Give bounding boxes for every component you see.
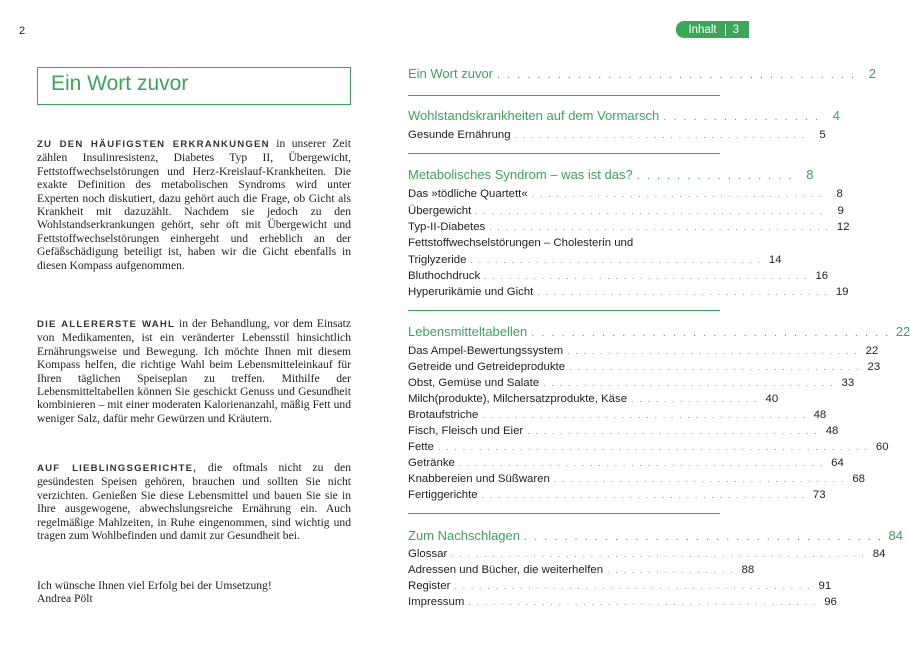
toc-entry-label: Triglyzeride (408, 254, 467, 266)
toc-page-number: 64 (831, 457, 844, 469)
section-tab (676, 21, 749, 38)
foreword-title: Ein Wort zuvor (37, 67, 351, 105)
section-divider (408, 95, 720, 96)
paragraph-text: die oftmals nicht zu den gesündesten Speisen gehören, brauchen und sollten Sie nicht verzichten. Genießen Sie diese Lebensmittel und bauen Sie sie in Ihre ausgewogene, abwechslungsreiche Ernährung ein. Auch regelmäßige Mahlzeiten, in Ruhe eingenommen, sind wichtig und tragen zum Wohlbefinden und damit zur Gesundheit bei. (37, 461, 352, 543)
toc-entry[interactable] (408, 580, 832, 592)
toc-entry-label: Typ-II-Diabetes (408, 221, 486, 233)
toc-page-number: 68 (852, 473, 865, 485)
toc-heading-label: Zum Nachschlagen (408, 528, 520, 543)
section-divider (408, 153, 720, 154)
toc-entry-label: Obst, Gemüse und Salate (408, 377, 540, 389)
foreword-column (37, 67, 352, 606)
paragraph-lead: ZU DEN HÄUFIGSTEN ERKRANKUNGEN (37, 139, 270, 150)
toc-page-number: 14 (768, 254, 782, 266)
toc-entry[interactable] (408, 441, 889, 453)
leader-dots: . . . . . . . . . . . . . . . . . . . . . . . . . . . . . . . . . . . . . . . . . . . (475, 206, 824, 216)
toc-entry-label: Gesunde Ernährung (408, 129, 511, 141)
leader-dots: . . . . . . . . . . . . . . . . . . . . . . . . . . . . . . . . . . . . (553, 474, 845, 484)
toc-section-heading[interactable] (408, 324, 910, 339)
toc-heading-label: Ein Wort zuvor (408, 66, 494, 81)
toc-entry[interactable] (408, 377, 855, 389)
toc-page-number: 84 (888, 528, 903, 543)
toc-entry-label: Das Ampel-Bewertungssystem (408, 345, 564, 357)
toc-entry-label: Getränke (408, 457, 455, 469)
toc-heading-label: Metabolisches Syndrom – was ist das? (408, 167, 633, 182)
toc-entry[interactable] (408, 393, 779, 405)
toc-page-number: 2 (868, 66, 877, 81)
toc-page-number: 48 (813, 409, 827, 421)
toc-entry-label: Brotaufstriche (408, 409, 479, 421)
toc-page-number: 84 (872, 548, 886, 560)
toc-entry-label: Bluthochdruck (408, 270, 481, 282)
page-number-right: 3 (732, 23, 739, 36)
leader-dots: . . . . . . . . . . . . . . . . . . . . . . . . . . . . . . . . . . . . (514, 130, 806, 140)
toc-section-heading[interactable] (408, 108, 840, 123)
foreword-closing (37, 579, 351, 606)
toc-heading-label: Lebensmitteltabellen (408, 324, 528, 339)
toc-entry-label: Fertiggerichte (408, 489, 478, 501)
leader-dots: . . . . . . . . . . . . . . . . . . . . . . . . . . . . . . . . . . . . (531, 189, 823, 199)
leader-dots: . . . . . . . . . . . . . . . . . . . . . . . . . . . . . . . . . . . . . . . . (484, 271, 809, 281)
toc-entry-label: Knabbereien und Süßwaren (408, 473, 550, 485)
toc-page-number: 12 (836, 221, 850, 233)
section-divider (408, 513, 720, 514)
toc-page-number: 4 (832, 108, 840, 123)
toc-entry-label: Adressen und Bücher, die weiterhelfen (408, 564, 604, 576)
toc-entry[interactable] (408, 409, 827, 421)
toc-entry[interactable] (408, 345, 879, 357)
toc-section-heading[interactable] (408, 528, 903, 543)
foreword-paragraph-3 (37, 461, 351, 542)
toc-entry[interactable] (408, 473, 865, 485)
toc-entry[interactable] (408, 221, 850, 233)
toc-entry[interactable] (408, 286, 849, 298)
toc-entry[interactable] (408, 489, 826, 501)
closing-wish: Ich wünsche Ihnen viel Erfolg bei der Umsetzung! (37, 579, 272, 592)
toc-entry-label: Getreide und Getreideprodukte (408, 361, 566, 373)
toc-page-number: 19 (835, 286, 849, 298)
toc-page-number: 88 (741, 564, 755, 576)
leader-dots: . . . . . . . . . . . . . . . . . . . . . . . . . . . . . . . . . . . . (537, 287, 829, 297)
leader-dots: . . . . . . . . . . . . . . . . (607, 565, 735, 575)
toc-entry[interactable] (408, 596, 837, 608)
leader-dots: . . . . . . . . . . . . . . . . (663, 111, 820, 123)
paragraph-lead: AUF LIEBLINGSGERICHTE, (37, 463, 198, 474)
toc-page-number: 33 (841, 377, 855, 389)
toc-page-number: 8 (806, 167, 814, 182)
leader-dots: . . . . . . . . . . . . . . . . . . . . . . . . . . . . . . . . . . . . (543, 378, 835, 388)
toc-entry-label: Übergewicht (408, 205, 472, 217)
toc-page-number: 8 (836, 188, 843, 200)
tab-divider (725, 24, 726, 36)
leader-dots: . . . . . . . . . . . . . . . . . . . . . . . . . . . . . . . . . . . . (470, 255, 762, 265)
leader-dots: . . . . . . . . . . . . . . . . . . . . . . . . . . . . . . . . . . . . . . . . . . (489, 222, 830, 232)
toc-entry-label: Fette (408, 441, 434, 453)
toc-section-heading[interactable] (408, 167, 814, 182)
leader-dots: . . . . . . . . . . . . . . . . (631, 394, 759, 404)
toc-page-number: 73 (812, 489, 826, 501)
toc-entry[interactable] (408, 129, 826, 141)
leader-dots: . . . . . . . . . . . . . . . . . . . . . . . . . . . . . . . . . . . . (524, 531, 883, 543)
toc-entry-label: Register (408, 580, 451, 592)
leader-dots: . . . . . . . . . . . . . . . . . . . . . . . . . . . . . . . . . . . . . . . . (482, 410, 807, 420)
leader-dots: . . . . . . . . . . . . . . . . . . . . . . . . . . . . . . . . . . . . (531, 327, 891, 339)
leader-dots: . . . . . . . . . . . . . . . . . . . . . . . . . . . . . . . . . . . . (527, 426, 819, 436)
author-name: Andrea Pölt (37, 592, 93, 606)
toc-page-number: 23 (867, 361, 881, 373)
leader-dots: . . . . . . . . . . . . . . . . . . . . . . . . . . . . . . . . . . . . (567, 346, 859, 356)
toc-entry-label[interactable]: Fettstoffwechselstörungen – Cholesterin und (408, 237, 634, 249)
toc-page-number: 60 (875, 441, 889, 453)
leader-dots: . . . . . . . . . . . . . . . . . . . . . . . . . . . . . . . . . . . . . . . . (481, 490, 806, 500)
toc-section-heading[interactable] (408, 66, 877, 81)
toc-entry[interactable] (408, 205, 844, 217)
toc-page-number: 22 (895, 324, 910, 339)
toc-entry[interactable] (408, 188, 843, 200)
toc-page-number: 9 (837, 205, 844, 217)
toc-entry-label: Das »tödliche Quartett« (408, 188, 528, 200)
toc-entry-label: Glossar (408, 548, 448, 560)
toc-heading-label: Wohlstandskrankheiten auf dem Vormarsch (408, 108, 660, 123)
toc-entry[interactable] (408, 270, 829, 282)
toc-page-number: 40 (765, 393, 779, 405)
leader-dots: . . . . . . . . . . . . . . . . . . . . . . . . . . . . . . . . . . . . . . . . . . . . . . . . . . . . . (437, 442, 869, 452)
toc-page-number: 22 (865, 345, 879, 357)
paragraph-text: in unserer Zeit zählen Insulinresistenz, Diabetes Typ II, Übergewicht, Fettstoffwechselstörungen und Herz-Kreislauf-Krankheiten. Die exakte Definition des metabolischen Syndroms wird unter Experten noch diskutiert, dazu gehört auch die Frage, ob Gicht als Krankheit mit dazuzählt. Nachdem sie jedoch zu den Wohlstandserkrankungen gehört, sehr oft mit Übergewicht und Fettstoffwechselstörungen einhergeht und erheblich an der Gefäßschädigung beteiligt ist, haben wir die Gicht ebenfalls in diesen Kompass aufgenommen. (37, 137, 351, 272)
toc-page-number: 16 (815, 270, 829, 282)
paragraph-lead: DIE ALLERERSTE WAHL (37, 319, 176, 330)
toc-page-number: 5 (819, 129, 826, 141)
leader-dots: . . . . . . . . . . . . . . . . . . . . . . . . . . . . . . . . . . . . (497, 69, 857, 81)
toc-entry[interactable] (408, 548, 886, 560)
page-number-left: 2 (19, 25, 26, 37)
section-divider (408, 310, 720, 311)
leader-dots: . . . . . . . . . . . . . . . . (636, 170, 794, 182)
foreword-paragraph-1 (37, 137, 351, 272)
section-tab-label: Inhalt (688, 23, 717, 36)
toc-page-number: 96 (824, 596, 837, 608)
leader-dots: . . . . . . . . . . . . . . . . . . . . . . . . . . . . . . . . . . . . . . . . . . . . (454, 581, 812, 591)
paragraph-text: in der Behandlung, vor dem Einsatz von Medikamenten, ist ein veränderter Lebensstil hinsichtlich Ernährungsweise und Bewegung. Ich möchte Ihnen mit diesem Kompass helfen, die richtige Wahl beim Lebensmitteleinkauf für Ihren täglichen Speiseplan zu treffen. Mithilfe der Lebensmitteltabellen können Sie geschickt Genuss und Gesundheit kombinieren – mit einer moderaten Kalorienanzahl, mäßig Fett und weniger Salz, dafür mehr Gewürzen und Kräutern. (37, 317, 351, 425)
toc-entry[interactable] (408, 457, 844, 469)
leader-dots: . . . . . . . . . . . . . . . . . . . . . . . . . . . . . . . . . . . . (569, 362, 861, 372)
toc-entry-label: Fisch, Fleisch und Eier (408, 425, 524, 437)
toc-entry[interactable] (408, 254, 782, 266)
toc-page-number: 91 (818, 580, 832, 592)
toc-entry-label: Impressum (408, 596, 465, 608)
toc-entry[interactable] (408, 564, 755, 576)
foreword-paragraph-2 (37, 317, 351, 425)
toc-entry[interactable] (408, 425, 839, 437)
toc-entry-label: Hyperurikämie und Gicht (408, 286, 534, 298)
toc-entry-label: Milch(produkte), Milchersatzprodukte, Käse (408, 393, 628, 405)
leader-dots: . . . . . . . . . . . . . . . . . . . . . . . . . . . . . . . . . . . . . . . . . . . . . (458, 458, 824, 468)
toc-page-number: 48 (825, 425, 839, 437)
leader-dots: . . . . . . . . . . . . . . . . . . . . . . . . . . . . . . . . . . . . . . . . . . . . . . . . . . . (451, 549, 866, 559)
leader-dots: . . . . . . . . . . . . . . . . . . . . . . . . . . . . . . . . . . . . . . . . . . . (468, 597, 817, 607)
toc-entry[interactable] (408, 361, 881, 373)
